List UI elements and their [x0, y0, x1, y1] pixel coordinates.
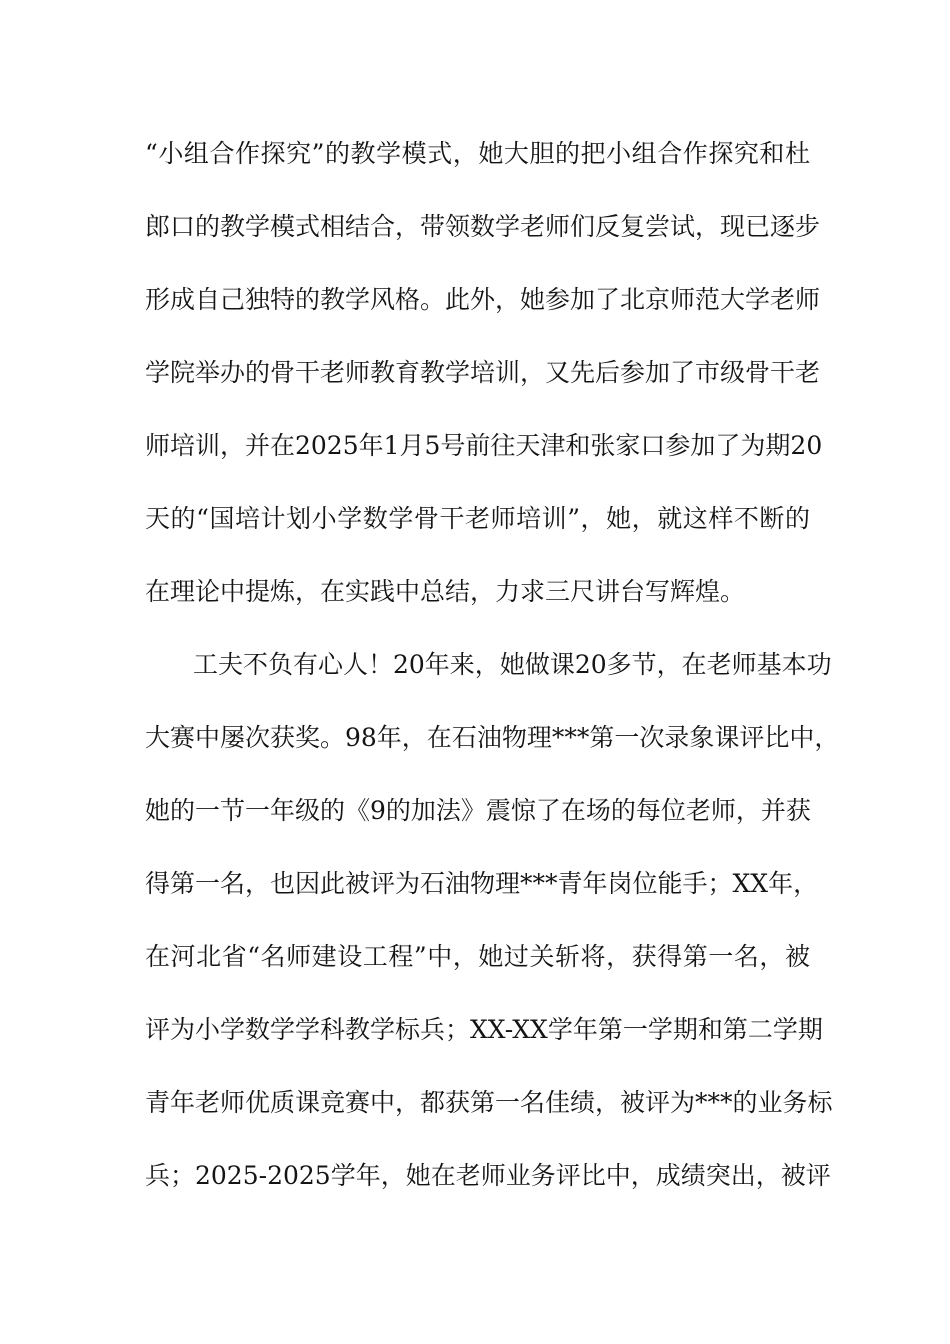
- text-line: 学院举办的骨干老师教育教学培训，又先后参加了市级骨干老: [145, 358, 821, 387]
- text-line: 在河北省“名师建设工程”中，她过关斩将，获得第一名，被: [145, 942, 810, 971]
- text-line: 形成自己独特的教学风格。此外，她参加了北京师范大学老师: [145, 285, 821, 314]
- text-line: 评为小学数学学科教学标兵；XX-XX学年第一学期和第二学期: [145, 1015, 823, 1044]
- text-line: 得第一名，也因此被评为石油物理***青年岗位能手；XX年，: [145, 869, 819, 898]
- paragraph-first-line: 工夫不负有心人！20年来，她做课20多节，在老师基本功: [193, 650, 832, 679]
- text-line: 天的“国培计划小学数学骨干老师培训”，她，就这样不断的: [145, 504, 810, 533]
- text-line: 在理论中提炼，在实践中总结，力求三尺讲台写辉煌。: [145, 577, 746, 606]
- text-line: 大赛中屡次获奖。98年，在石油物理***第一次录象课评比中，: [145, 723, 840, 752]
- text-line: 青年老师优质课竞赛中，都获第一名佳绩，被评为***的业务标: [145, 1088, 833, 1117]
- text-line: 郎口的教学模式相结合，带领数学老师们反复尝试，现已逐步: [145, 212, 821, 241]
- text-line: 师培训，并在2025年1月5号前往天津和张家口参加了为期20: [145, 431, 823, 460]
- text-line: 兵；2025-2025学年，她在老师业务评比中，成绩突出，被评: [145, 1161, 831, 1190]
- text-line: “小组合作探究”的教学模式，她大胆的把小组合作探究和杜: [145, 139, 810, 168]
- text-line: 她的一节一年级的《9的加法》震惊了在场的每位老师，并获: [145, 796, 811, 825]
